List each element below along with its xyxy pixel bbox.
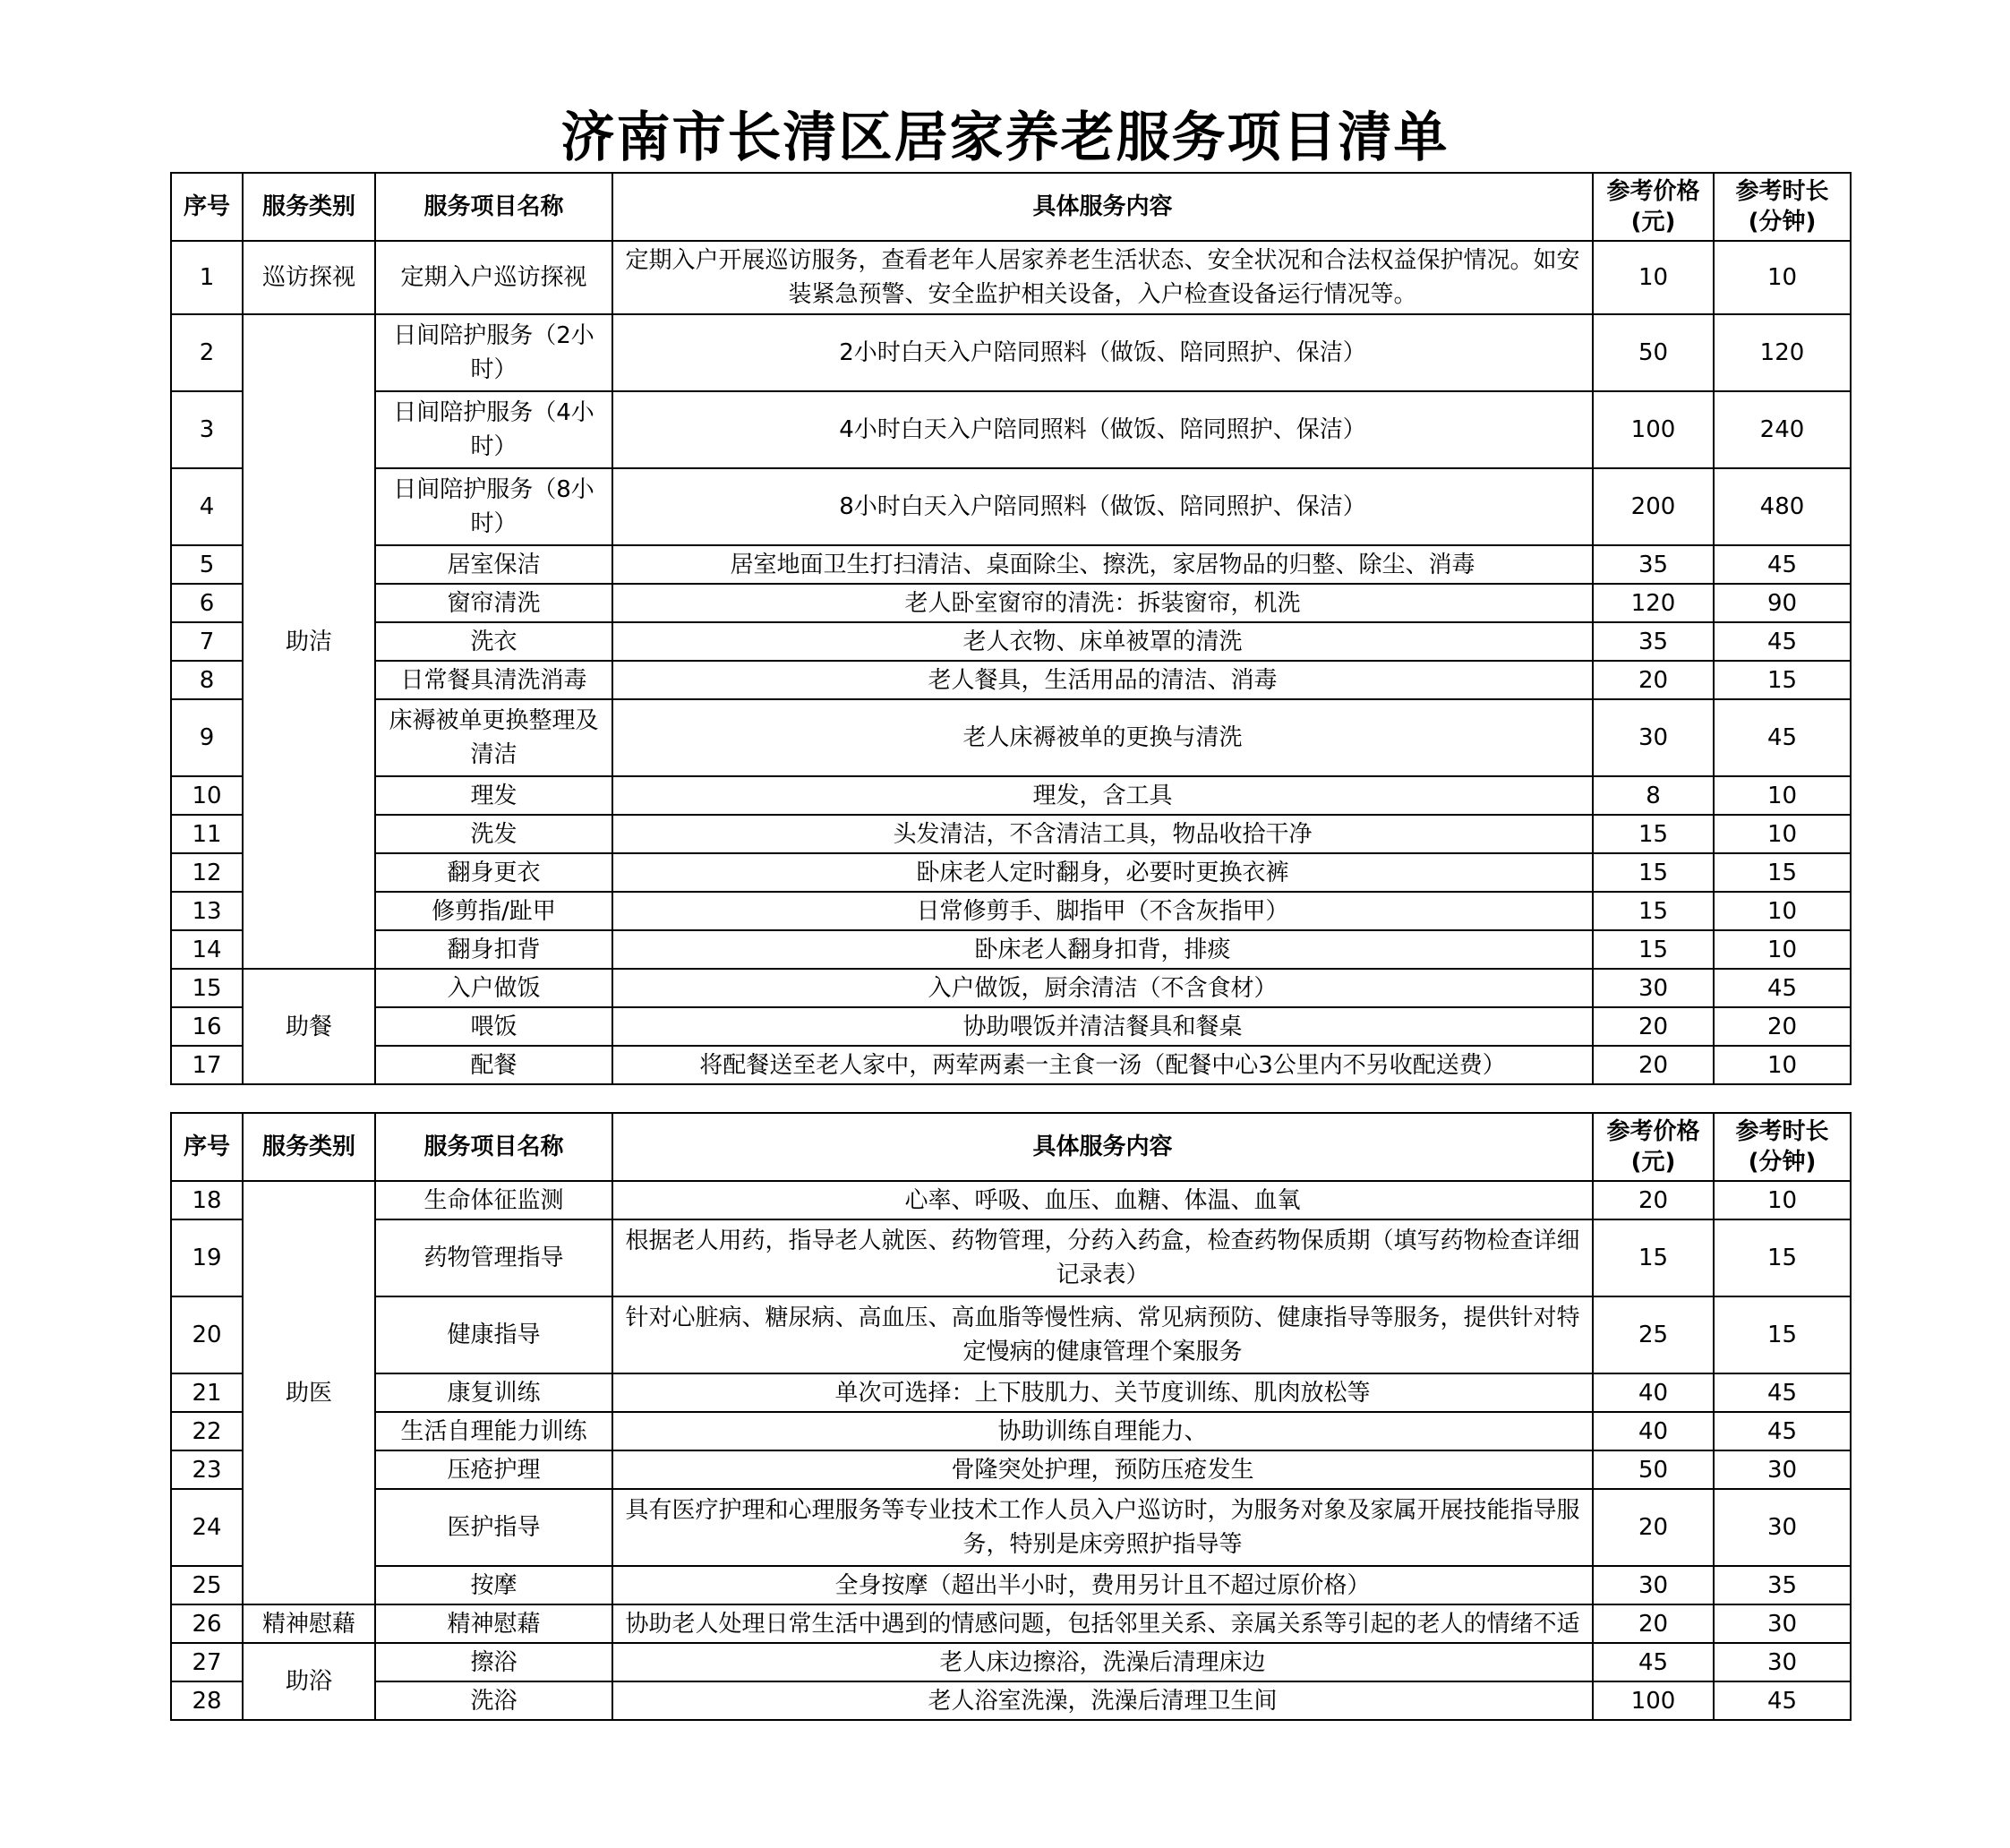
row-number: 7 xyxy=(171,622,243,661)
service-name: 洗衣 xyxy=(375,622,612,661)
reference-price: 100 xyxy=(1593,391,1714,468)
row-number: 18 xyxy=(171,1181,243,1219)
reference-duration: 15 xyxy=(1714,853,1851,892)
table-row xyxy=(171,969,1851,1007)
service-content: 根据老人用药，指导老人就医、药物管理，分药入药盒，检查药物保质期（填写药物检查详细记录表） xyxy=(612,1219,1593,1296)
reference-price: 40 xyxy=(1593,1373,1714,1412)
table-row xyxy=(171,622,1851,661)
table-row xyxy=(171,1181,1851,1219)
row-number: 12 xyxy=(171,853,243,892)
row-number: 14 xyxy=(171,930,243,969)
service-name: 喂饭 xyxy=(375,1007,612,1046)
row-number: 15 xyxy=(171,969,243,1007)
reference-price: 50 xyxy=(1593,314,1714,391)
reference-price: 30 xyxy=(1593,1566,1714,1604)
reference-duration: 30 xyxy=(1714,1489,1851,1566)
header-no: 序号 xyxy=(171,173,243,241)
service-name: 压疮护理 xyxy=(375,1450,612,1489)
service-name: 按摩 xyxy=(375,1566,612,1604)
service-name: 擦浴 xyxy=(375,1643,612,1681)
table-row xyxy=(171,892,1851,930)
service-name: 健康指导 xyxy=(375,1296,612,1373)
table-row xyxy=(171,776,1851,815)
reference-duration: 45 xyxy=(1714,622,1851,661)
row-number: 26 xyxy=(171,1604,243,1643)
row-number: 13 xyxy=(171,892,243,930)
reference-duration: 240 xyxy=(1714,391,1851,468)
table-row xyxy=(171,1007,1851,1046)
service-content: 具有医疗护理和心理服务等专业技术工作人员入户巡访时，为服务对象及家属开展技能指导服务，特别是床旁照护指导等 xyxy=(612,1489,1593,1566)
reference-duration: 10 xyxy=(1714,815,1851,853)
service-name: 理发 xyxy=(375,776,612,815)
service-content: 头发清洁，不含清洁工具，物品收拾干净 xyxy=(612,815,1593,853)
reference-duration: 45 xyxy=(1714,545,1851,584)
header-category: 服务类别 xyxy=(243,1113,375,1181)
service-content: 4小时白天入户陪同照料（做饭、陪同照护、保洁） xyxy=(612,391,1593,468)
reference-price: 35 xyxy=(1593,622,1714,661)
reference-duration: 35 xyxy=(1714,1566,1851,1604)
reference-price: 45 xyxy=(1593,1643,1714,1681)
header-price-line2: (元) xyxy=(1630,209,1676,235)
header-price xyxy=(1593,173,1714,241)
row-number: 11 xyxy=(171,815,243,853)
table-row xyxy=(171,1566,1851,1604)
header-duration-line1: 参考时长 xyxy=(1735,1118,1829,1145)
header-price-line1: 参考价格 xyxy=(1606,1118,1700,1145)
service-name: 洗浴 xyxy=(375,1681,612,1720)
row-number: 21 xyxy=(171,1373,243,1412)
reference-price: 35 xyxy=(1593,545,1714,584)
row-number: 17 xyxy=(171,1046,243,1084)
service-table-1 xyxy=(170,172,1852,1085)
table-row xyxy=(171,1046,1851,1084)
service-category: 助医 xyxy=(243,1181,375,1604)
reference-price: 15 xyxy=(1593,815,1714,853)
row-number: 9 xyxy=(171,699,243,776)
reference-price: 20 xyxy=(1593,1046,1714,1084)
service-content: 老人衣物、床单被罩的清洗 xyxy=(612,622,1593,661)
service-name: 配餐 xyxy=(375,1046,612,1084)
header-name: 服务项目名称 xyxy=(375,1113,612,1181)
service-category: 巡访探视 xyxy=(243,241,375,314)
service-category: 助洁 xyxy=(243,314,375,969)
service-content: 入户做饭，厨余清洁（不含食材） xyxy=(612,969,1593,1007)
reference-duration: 120 xyxy=(1714,314,1851,391)
header-content: 具体服务内容 xyxy=(612,173,1593,241)
row-number: 1 xyxy=(171,241,243,314)
service-content: 8小时白天入户陪同照料（做饭、陪同照护、保洁） xyxy=(612,468,1593,545)
service-category: 精神慰藉 xyxy=(243,1604,375,1643)
row-number: 3 xyxy=(171,391,243,468)
service-content: 理发，含工具 xyxy=(612,776,1593,815)
reference-price: 25 xyxy=(1593,1296,1714,1373)
row-number: 8 xyxy=(171,661,243,699)
reference-duration: 10 xyxy=(1714,241,1851,314)
row-number: 6 xyxy=(171,584,243,622)
header-duration-line2: (分钟) xyxy=(1748,209,1817,235)
reference-price: 15 xyxy=(1593,853,1714,892)
row-number: 25 xyxy=(171,1566,243,1604)
service-content: 骨隆突处护理，预防压疮发生 xyxy=(612,1450,1593,1489)
reference-price: 20 xyxy=(1593,1181,1714,1219)
table-row xyxy=(171,1643,1851,1681)
table-row xyxy=(171,1681,1851,1720)
row-number: 23 xyxy=(171,1450,243,1489)
reference-price: 15 xyxy=(1593,892,1714,930)
service-name: 医护指导 xyxy=(375,1489,612,1566)
reference-price: 15 xyxy=(1593,1219,1714,1296)
service-content: 日常修剪手、脚指甲（不含灰指甲） xyxy=(612,892,1593,930)
table-row xyxy=(171,815,1851,853)
service-name: 翻身更衣 xyxy=(375,853,612,892)
table-row xyxy=(171,1219,1851,1296)
reference-duration: 480 xyxy=(1714,468,1851,545)
header-price-line1: 参考价格 xyxy=(1606,178,1700,205)
service-content: 居室地面卫生打扫清洁、桌面除尘、擦洗，家居物品的归整、除尘、消毒 xyxy=(612,545,1593,584)
service-category: 助餐 xyxy=(243,969,375,1084)
service-name: 生活自理能力训练 xyxy=(375,1412,612,1450)
reference-duration: 45 xyxy=(1714,699,1851,776)
reference-duration: 45 xyxy=(1714,1412,1851,1450)
table-row xyxy=(171,584,1851,622)
row-number: 19 xyxy=(171,1219,243,1296)
service-content: 卧床老人定时翻身，必要时更换衣裤 xyxy=(612,853,1593,892)
row-number: 27 xyxy=(171,1643,243,1681)
page-title: 济南市长清区居家养老服务项目清单 xyxy=(560,107,1450,169)
service-content: 心率、呼吸、血压、血糖、体温、血氧 xyxy=(612,1181,1593,1219)
service-name: 洗发 xyxy=(375,815,612,853)
reference-duration: 15 xyxy=(1714,1219,1851,1296)
table-row xyxy=(171,468,1851,545)
reference-price: 30 xyxy=(1593,699,1714,776)
reference-duration: 30 xyxy=(1714,1450,1851,1489)
service-content: 2小时白天入户陪同照料（做饭、陪同照护、保洁） xyxy=(612,314,1593,391)
row-number: 5 xyxy=(171,545,243,584)
reference-price: 10 xyxy=(1593,241,1714,314)
table-row xyxy=(171,241,1851,314)
row-number: 4 xyxy=(171,468,243,545)
reference-duration: 10 xyxy=(1714,1046,1851,1084)
service-category: 助浴 xyxy=(243,1643,375,1720)
table-row xyxy=(171,699,1851,776)
service-name: 药物管理指导 xyxy=(375,1219,612,1296)
service-content: 协助喂饭并清洁餐具和餐桌 xyxy=(612,1007,1593,1046)
service-name: 生命体征监测 xyxy=(375,1181,612,1219)
service-name: 日间陪护服务（2小时） xyxy=(375,314,612,391)
table-row xyxy=(171,930,1851,969)
service-name: 日间陪护服务（4小时） xyxy=(375,391,612,468)
table-row xyxy=(171,391,1851,468)
reference-duration: 15 xyxy=(1714,661,1851,699)
header-row xyxy=(171,1113,1851,1181)
service-name: 翻身扣背 xyxy=(375,930,612,969)
header-content: 具体服务内容 xyxy=(612,1113,1593,1181)
row-number: 10 xyxy=(171,776,243,815)
reference-duration: 45 xyxy=(1714,1373,1851,1412)
reference-duration: 30 xyxy=(1714,1604,1851,1643)
header-price-line2: (元) xyxy=(1630,1149,1676,1176)
row-number: 20 xyxy=(171,1296,243,1373)
table-row xyxy=(171,1489,1851,1566)
reference-duration: 90 xyxy=(1714,584,1851,622)
service-content: 全身按摩（超出半小时，费用另计且不超过原价格） xyxy=(612,1566,1593,1604)
header-duration xyxy=(1714,173,1851,241)
service-content: 针对心脏病、糖尿病、高血压、高血脂等慢性病、常见病预防、健康指导等服务，提供针对特定慢病的健康管理个案服务 xyxy=(612,1296,1593,1373)
service-content: 老人餐具，生活用品的清洁、消毒 xyxy=(612,661,1593,699)
reference-duration: 10 xyxy=(1714,892,1851,930)
service-content: 协助训练自理能力、 xyxy=(612,1412,1593,1450)
service-table-2 xyxy=(170,1112,1852,1721)
reference-price: 20 xyxy=(1593,1489,1714,1566)
header-duration-line1: 参考时长 xyxy=(1735,178,1829,205)
reference-price: 15 xyxy=(1593,930,1714,969)
table-row xyxy=(171,1373,1851,1412)
row-number: 24 xyxy=(171,1489,243,1566)
header-name: 服务项目名称 xyxy=(375,173,612,241)
service-content: 将配餐送至老人家中，两荤两素一主食一汤（配餐中心3公里内不另收配送费） xyxy=(612,1046,1593,1084)
reference-duration: 20 xyxy=(1714,1007,1851,1046)
reference-price: 20 xyxy=(1593,1007,1714,1046)
row-number: 16 xyxy=(171,1007,243,1046)
service-name: 康复训练 xyxy=(375,1373,612,1412)
reference-duration: 15 xyxy=(1714,1296,1851,1373)
table-row xyxy=(171,1296,1851,1373)
reference-duration: 10 xyxy=(1714,930,1851,969)
service-content: 老人床褥被单的更换与清洗 xyxy=(612,699,1593,776)
service-content: 老人浴室洗澡，洗澡后清理卫生间 xyxy=(612,1681,1593,1720)
table-row xyxy=(171,1604,1851,1643)
header-duration xyxy=(1714,1113,1851,1181)
service-content: 单次可选择：上下肢肌力、关节度训练、肌肉放松等 xyxy=(612,1373,1593,1412)
reference-duration: 30 xyxy=(1714,1643,1851,1681)
service-name: 窗帘清洗 xyxy=(375,584,612,622)
service-name: 床褥被单更换整理及清洁 xyxy=(375,699,612,776)
table-row xyxy=(171,661,1851,699)
reference-duration: 45 xyxy=(1714,1681,1851,1720)
service-name: 定期入户巡访探视 xyxy=(375,241,612,314)
service-name: 精神慰藉 xyxy=(375,1604,612,1643)
row-number: 28 xyxy=(171,1681,243,1720)
reference-duration: 10 xyxy=(1714,1181,1851,1219)
table-row xyxy=(171,1412,1851,1450)
service-content: 老人卧室窗帘的清洗：拆装窗帘，机洗 xyxy=(612,584,1593,622)
service-content: 老人床边擦浴，洗澡后清理床边 xyxy=(612,1643,1593,1681)
service-content: 定期入户开展巡访服务，查看老年人居家养老生活状态、安全状况和合法权益保护情况。如安装紧急预警、安全监护相关设备，入户检查设备运行情况等。 xyxy=(612,241,1593,314)
row-number: 22 xyxy=(171,1412,243,1450)
reference-duration: 45 xyxy=(1714,969,1851,1007)
reference-price: 50 xyxy=(1593,1450,1714,1489)
reference-price: 20 xyxy=(1593,1604,1714,1643)
table-row xyxy=(171,314,1851,391)
header-row xyxy=(171,173,1851,241)
header-duration-line2: (分钟) xyxy=(1748,1149,1817,1176)
table-row xyxy=(171,853,1851,892)
service-name: 日间陪护服务（8小时） xyxy=(375,468,612,545)
service-content: 协助老人处理日常生活中遇到的情感问题，包括邻里关系、亲属关系等引起的老人的情绪不适 xyxy=(612,1604,1593,1643)
reference-price: 120 xyxy=(1593,584,1714,622)
reference-price: 30 xyxy=(1593,969,1714,1007)
header-no: 序号 xyxy=(171,1113,243,1181)
header-price xyxy=(1593,1113,1714,1181)
service-name: 修剪指/趾甲 xyxy=(375,892,612,930)
table-row xyxy=(171,545,1851,584)
table-row xyxy=(171,1450,1851,1489)
reference-price: 100 xyxy=(1593,1681,1714,1720)
reference-price: 20 xyxy=(1593,661,1714,699)
reference-price: 40 xyxy=(1593,1412,1714,1450)
service-name: 居室保洁 xyxy=(375,545,612,584)
service-name: 日常餐具清洗消毒 xyxy=(375,661,612,699)
reference-price: 8 xyxy=(1593,776,1714,815)
reference-duration: 10 xyxy=(1714,776,1851,815)
reference-price: 200 xyxy=(1593,468,1714,545)
row-number: 2 xyxy=(171,314,243,391)
service-content: 卧床老人翻身扣背，排痰 xyxy=(612,930,1593,969)
header-category: 服务类别 xyxy=(243,173,375,241)
service-name: 入户做饭 xyxy=(375,969,612,1007)
